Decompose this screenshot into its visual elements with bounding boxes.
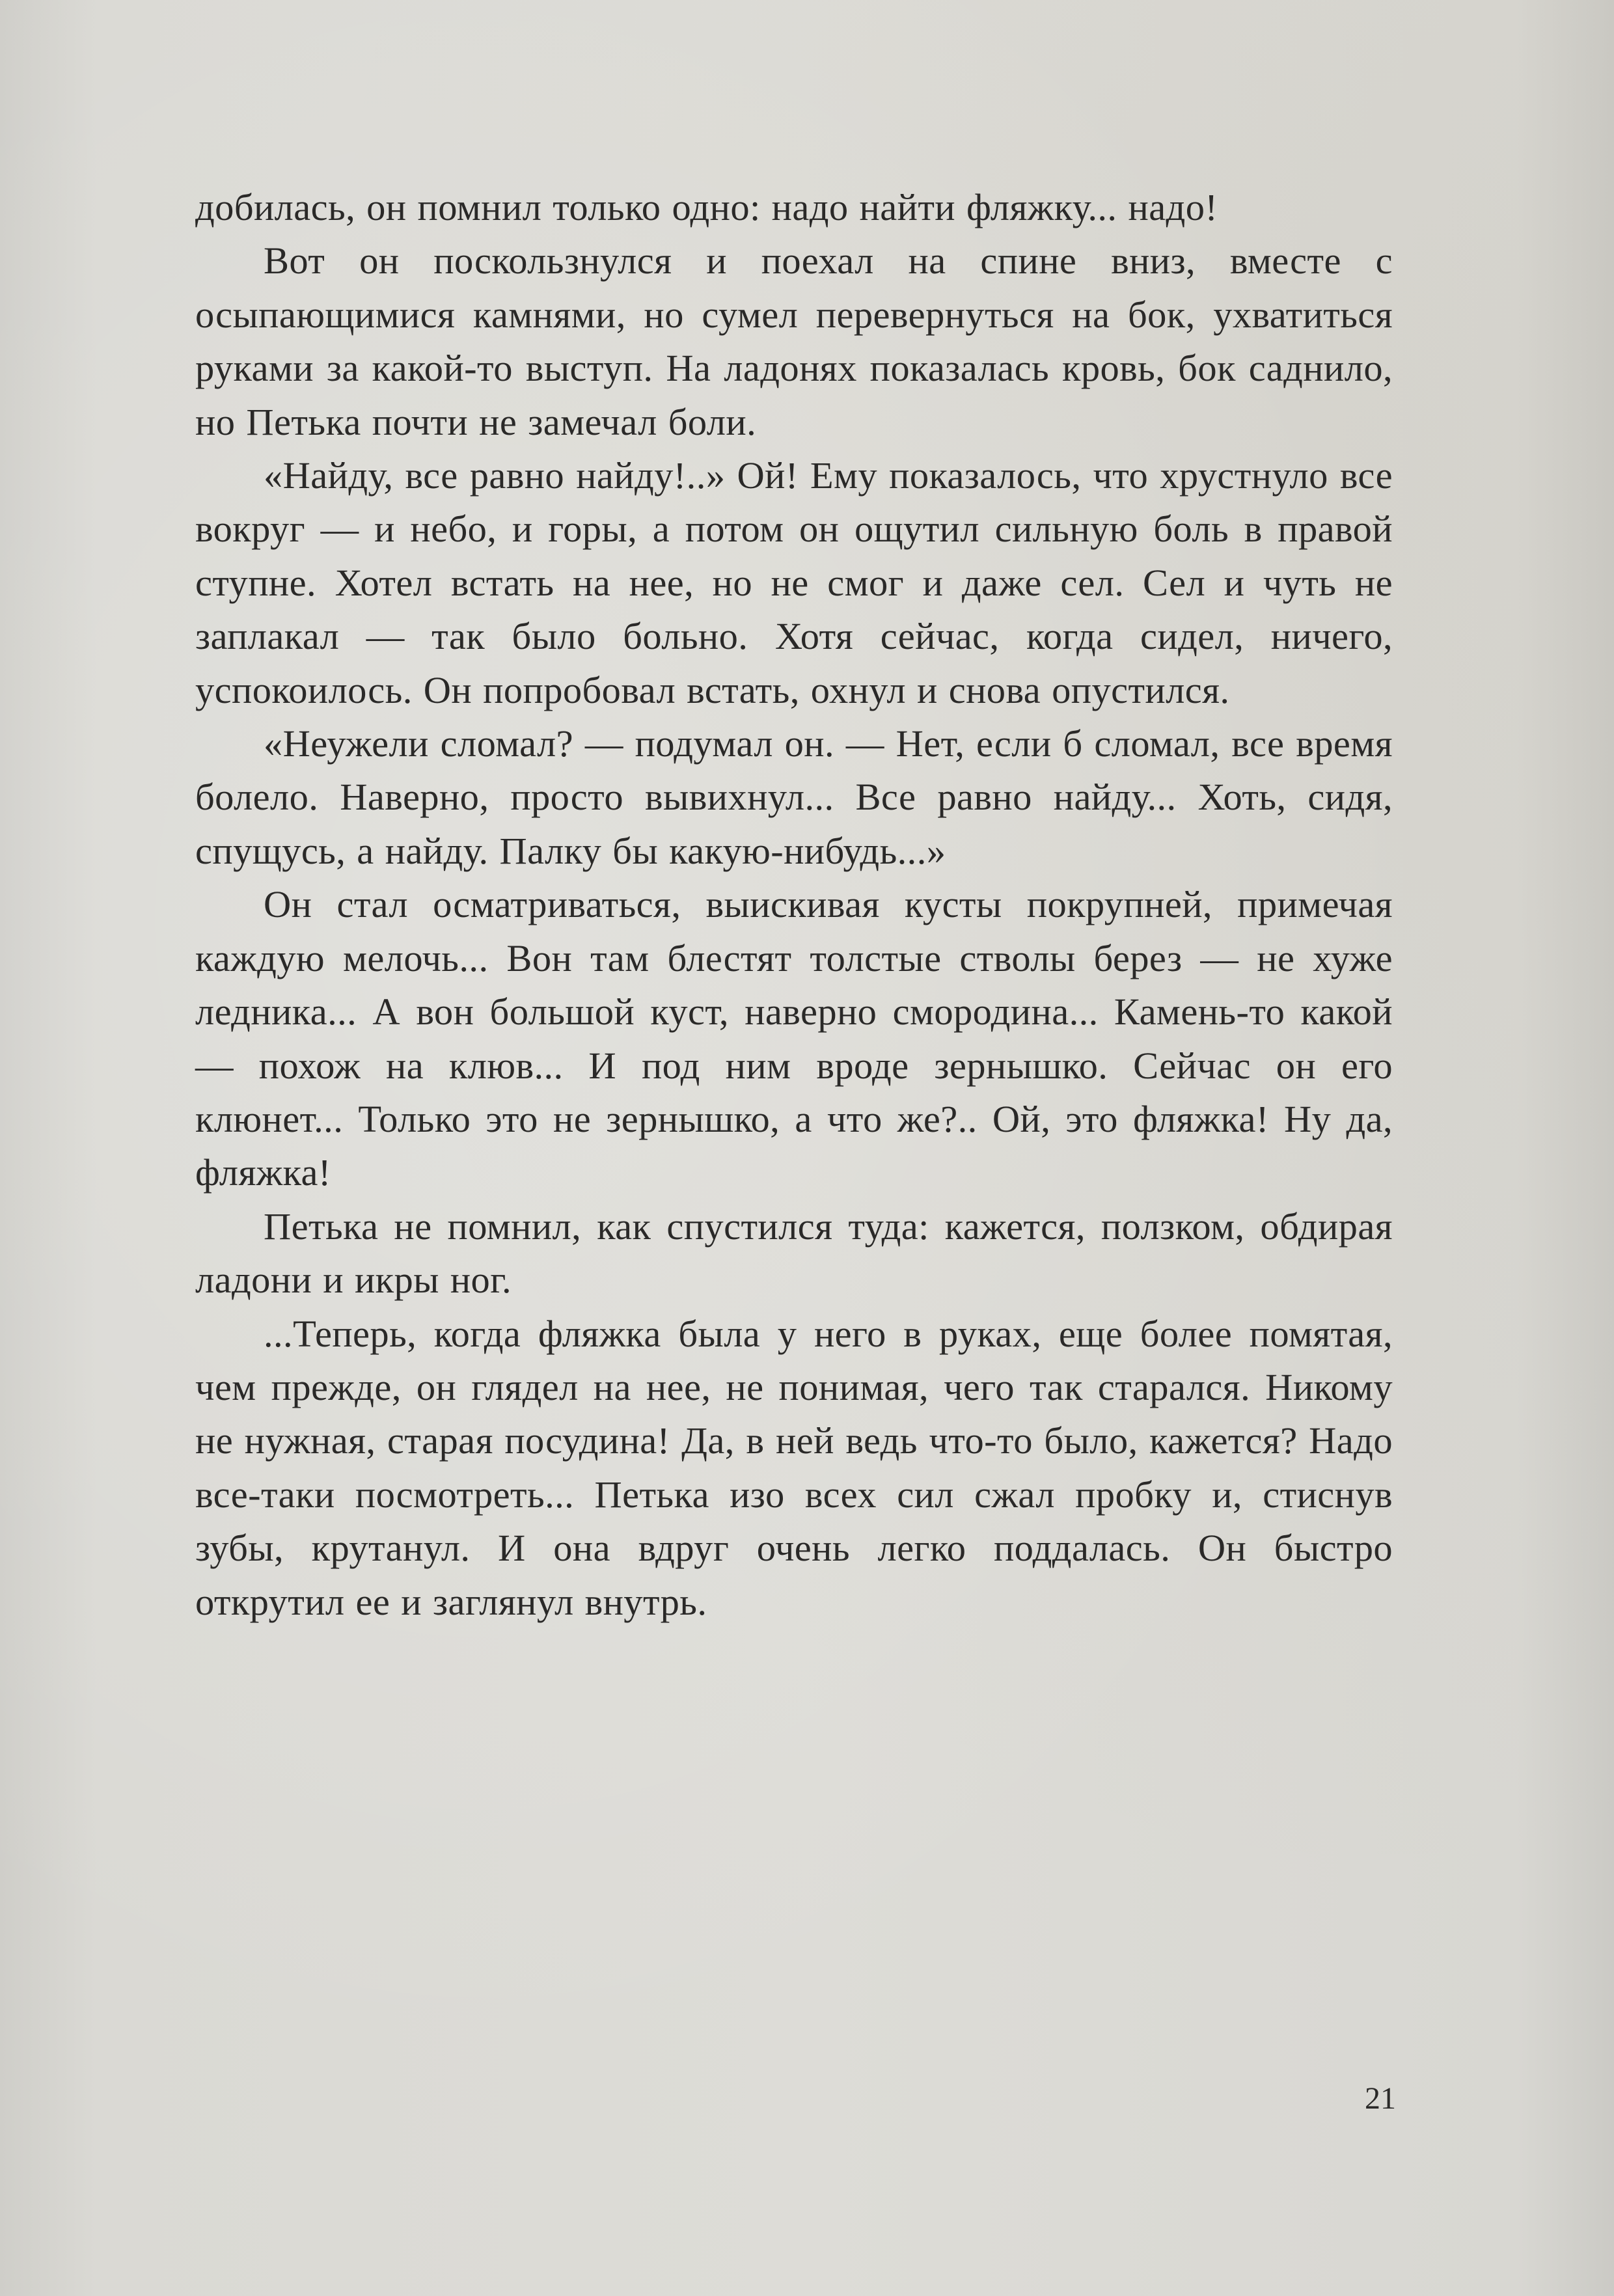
paragraph: Вот он поскользнулся и поехал на спине вниз, вместе с осыпающимися камнями, но сумел перевернуться на бок, ухватиться руками за какой-то выступ. На ладонях показалась кровь, бок саднило, но Петька почти не замечал боли. (195, 239, 1393, 443)
paragraph: Петька не помнил, как спустился туда: кажется, ползком, обдирая ладони и икры ног. (195, 1205, 1393, 1302)
page-number: 21 (1365, 2081, 1396, 2116)
paragraph-continuation: добилась, он помнил только одно: надо найти фляжку... надо! (195, 186, 1218, 228)
paragraph: «Неужели сломал? — подумал он. — Нет, если б сломал, все время болело. Наверно, просто вывихнул... Все равно найду... Хоть, сидя, спущусь, а найду. Палку бы какую-нибудь...» (195, 722, 1393, 872)
paragraph: «Найду, все равно найду!..» Ой! Ему показалось, что хрустнуло все вокруг — и небо, и горы, а потом он ощутил сильную боль в правой ступне. Хотел встать на нее, но не смог и даже сел. Сел и чуть не заплакал — так было больно. Хотя сейчас, когда сидел, ничего, успокоилось. Он попробовал встать, охнул и снова опустился. (195, 454, 1393, 711)
paragraph: Он стал осматриваться, выискивая кусты покрупней, примечая каждую мелочь... Вон там блестят толстые стволы берез — не хуже ледника... А вон большой куст, наверно смородина... Камень-то какой — похож на клюв... И под ним вроде зернышко. Сейчас он его клюнет... Только это не зернышко, а что же?.. Ой, это фляжка! Ну да, фляжка! (195, 883, 1393, 1194)
body-text (195, 181, 1393, 1629)
paragraph: ...Теперь, когда фляжка была у него в руках, еще более помятая, чем прежде, он глядел на нее, не понимая, чего так старался. Никому не нужная, старая посудина! Да, в ней ведь что-то было, кажется? Надо все-таки посмотреть... Петька изо всех сил сжал пробку и, стиснув зубы, крутанул. И она вдруг очень легко поддалась. Он быстро открутил ее и заглянул внутрь. (195, 1312, 1393, 1623)
